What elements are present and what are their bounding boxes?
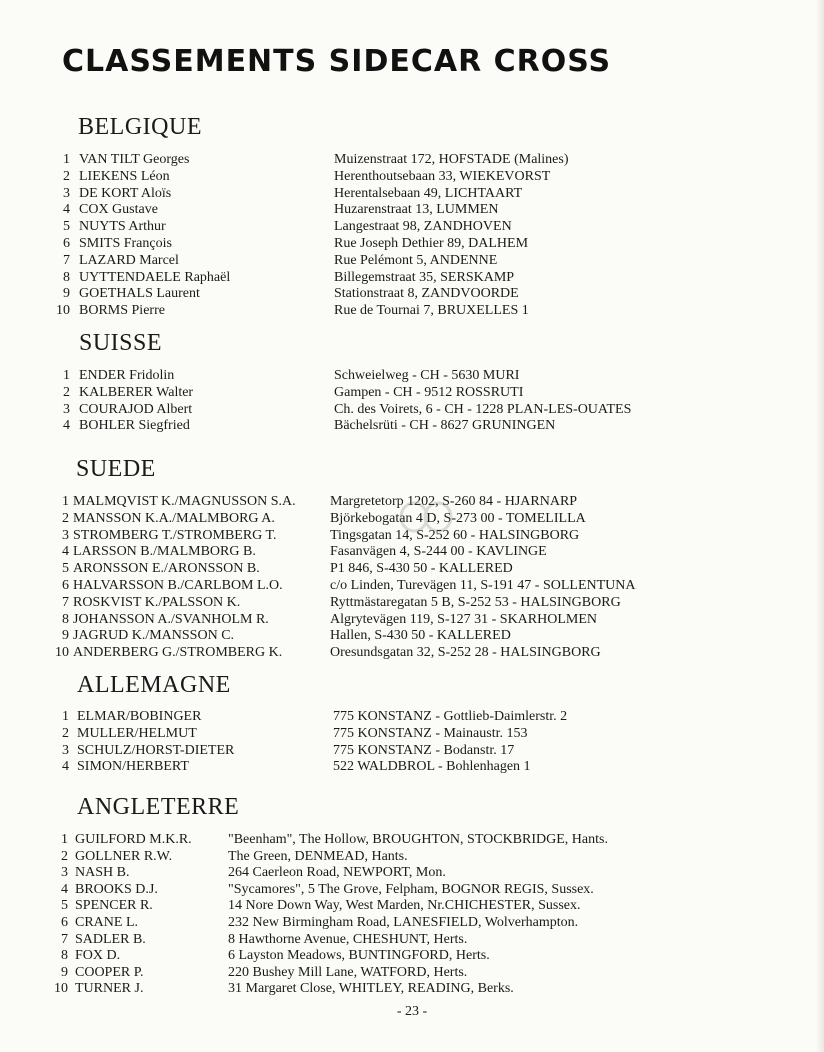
list-item xyxy=(0,561,824,577)
rank-number: 3 xyxy=(62,742,69,758)
competitor-address: 14 Nore Down Way, West Marden, Nr.CHICHESTER, Sussex. xyxy=(228,898,581,914)
list-item xyxy=(0,832,824,848)
competitor-address: Billegemstraat 35, SERSKAMP xyxy=(334,269,515,285)
competitor-address: Stationstraat 8, ZANDVOORDE xyxy=(334,286,519,302)
rank-number: 9 xyxy=(62,628,69,644)
rank-number: 2 xyxy=(63,384,70,400)
rank-number: 6 xyxy=(61,915,68,930)
list-item xyxy=(0,865,824,881)
competitor-name: NUYTS Arthur xyxy=(79,219,166,235)
competitor-name: COX Gustave xyxy=(79,202,158,218)
competitor-name: MANSSON K.A./MALMBORG A. xyxy=(73,510,275,526)
rank-number: 7 xyxy=(63,252,70,268)
list-item xyxy=(0,544,824,560)
competitor-name: MULLER/HELMUT xyxy=(77,725,197,741)
competitor-address: Rue de Tournai 7, BRUXELLES 1 xyxy=(334,303,529,319)
rank-number: 3 xyxy=(63,185,70,201)
competitor-name: FOX D. xyxy=(75,948,121,964)
rank-number: 1 xyxy=(62,494,69,509)
list-item xyxy=(0,385,824,401)
rank-number: 1 xyxy=(61,832,68,847)
list-item xyxy=(0,709,824,725)
competitor-address: 775 KONSTANZ - Mainaustr. 153 xyxy=(333,725,528,741)
rank-number: 2 xyxy=(62,725,69,741)
rank-number: 10 xyxy=(56,303,70,319)
competitor-address: Margretetorp 1202, S-260 84 - HJARNARP xyxy=(330,494,578,509)
competitor-name: JAGRUD K./MANSSON C. xyxy=(73,628,235,644)
competitor-name: COOPER P. xyxy=(75,964,144,980)
competitor-name: BROOKS D.J. xyxy=(75,881,158,897)
competitor-name: LAZARD Marcel xyxy=(79,252,179,268)
competitor-name: ROSKVIST K./PALSSON K. xyxy=(73,594,241,610)
rank-number: 3 xyxy=(62,527,69,543)
competitor-address: Huzarenstraat 13, LUMMEN xyxy=(334,202,499,218)
competitor-address: "Beenham", The Hollow, BROUGHTON, STOCKBRIDGE, Hants. xyxy=(228,832,608,847)
competitor-name: BORMS Pierre xyxy=(79,303,165,319)
list-item xyxy=(0,948,824,964)
section-title: SUISSE xyxy=(79,330,163,356)
competitor-name: GUILFORD M.K.R. xyxy=(75,832,192,847)
list-item xyxy=(0,286,824,302)
competitor-address: Björkebogatan 4 D, S-273 00 - TOMELILLA xyxy=(330,510,586,526)
rank-number: 1 xyxy=(62,709,69,724)
competitor-address: "Sycamores", 5 The Grove, Felpham, BOGNOR REGIS, Sussex. xyxy=(228,881,594,897)
competitor-name: ENDER Fridolin xyxy=(79,368,175,383)
competitor-name: COURAJOD Albert xyxy=(79,401,193,417)
section-title: SUEDE xyxy=(76,456,156,482)
competitor-name: STROMBERG T./STROMBERG T. xyxy=(73,527,277,543)
section-title: ANGLETERRE xyxy=(77,794,240,820)
competitor-name: BOHLER Siegfried xyxy=(79,418,190,434)
list-item xyxy=(0,628,824,644)
competitor-name: HALVARSSON B./CARLBOM L.O. xyxy=(73,578,283,593)
rank-number: 2 xyxy=(62,510,69,526)
competitor-address: 264 Caerleon Road, NEWPORT, Mon. xyxy=(228,865,446,881)
competitor-address: Ryttmästaregatan 5 B, S-252 53 - HALSINGBORG xyxy=(330,594,621,610)
rank-number: 5 xyxy=(61,898,68,914)
rank-number: 4 xyxy=(62,759,69,775)
competitor-address: 31 Margaret Close, WHITLEY, READING, Berks. xyxy=(228,981,514,997)
competitor-name: CRANE L. xyxy=(75,915,138,930)
section-title: ALLEMAGNE xyxy=(77,672,231,698)
list-item xyxy=(0,418,824,434)
list-item xyxy=(0,169,824,185)
list-item xyxy=(0,932,824,948)
rank-number: 8 xyxy=(62,611,69,627)
rank-number: 1 xyxy=(63,368,70,383)
list-item xyxy=(0,219,824,235)
list-item xyxy=(0,981,824,997)
rank-number: 4 xyxy=(61,881,68,897)
competitor-name: SADLER B. xyxy=(75,931,146,947)
rank-number: 3 xyxy=(63,401,70,417)
list-item xyxy=(0,595,824,611)
list-item xyxy=(0,612,824,628)
competitor-address: Rue Joseph Dethier 89, DALHEM xyxy=(334,236,529,251)
list-item xyxy=(0,186,824,202)
list-item xyxy=(0,368,824,384)
competitor-name: ELMAR/BOBINGER xyxy=(77,709,202,724)
competitor-address: Bächelsrüti - CH - 8627 GRUNINGEN xyxy=(334,418,556,434)
list-item xyxy=(0,743,824,759)
page-title: CLASSEMENTS SIDECAR CROSS xyxy=(62,44,612,79)
competitor-address: Algrytevägen 119, S-127 31 - SKARHOLMEN xyxy=(330,611,598,627)
list-item xyxy=(0,236,824,252)
competitor-address: Ch. des Voirets, 6 - CH - 1228 PLAN-LES-OUATES xyxy=(334,401,632,417)
rank-number: 6 xyxy=(63,236,70,251)
competitor-address: Schweielweg - CH - 5630 MURI xyxy=(334,368,520,383)
list-item xyxy=(0,965,824,981)
competitor-name: SPENCER R. xyxy=(75,898,153,914)
rank-number: 4 xyxy=(63,418,70,434)
list-item xyxy=(0,270,824,286)
competitor-address: Tingsgatan 14, S-252 60 - HALSINGBORG xyxy=(330,527,580,543)
competitor-address: 8 Hawthorne Avenue, CHESHUNT, Herts. xyxy=(228,931,468,947)
competitor-address: Oresundsgatan 32, S-252 28 - HALSINGBORG xyxy=(330,645,601,661)
competitor-address: Herenthoutsebaan 33, WIEKEVORST xyxy=(334,168,551,184)
competitor-name: GOLLNER R.W. xyxy=(75,848,173,864)
competitor-address: 6 Layston Meadows, BUNTINGFORD, Herts. xyxy=(228,948,490,964)
competitor-address: c/o Linden, Turevägen 11, S-191 47 - SOLLENTUNA xyxy=(330,578,636,593)
competitor-address: Fasanvägen 4, S-244 00 - KAVLINGE xyxy=(330,544,547,560)
list-item xyxy=(0,303,824,319)
list-item xyxy=(0,898,824,914)
competitor-name: ANDERBERG G./STROMBERG K. xyxy=(73,645,283,661)
competitor-name: GOETHALS Laurent xyxy=(79,286,200,302)
rank-number: 1 xyxy=(63,152,70,167)
competitor-address: Muizenstraat 172, HOFSTADE (Malines) xyxy=(334,152,569,167)
list-item xyxy=(0,202,824,218)
competitor-name: KALBERER Walter xyxy=(79,384,194,400)
rank-number: 3 xyxy=(61,865,68,881)
rank-number: 9 xyxy=(63,286,70,302)
competitor-name: NASH B. xyxy=(75,865,130,881)
competitor-address: Langestraat 98, ZANDHOVEN xyxy=(334,219,512,235)
competitor-address: Rue Pelémont 5, ANDENNE xyxy=(334,252,498,268)
list-item xyxy=(0,152,824,168)
rank-number: 10 xyxy=(54,981,68,997)
competitor-address: Gampen - CH - 9512 ROSSRUTI xyxy=(334,384,524,400)
rank-number: 4 xyxy=(63,202,70,218)
rank-number: 8 xyxy=(61,948,68,964)
rank-number: 9 xyxy=(61,964,68,980)
competitor-name: SMITS François xyxy=(79,236,172,251)
competitor-name: DE KORT Aloïs xyxy=(79,185,172,201)
competitor-name: UYTTENDAELE Raphaël xyxy=(79,269,231,285)
competitor-name: LARSSON B./MALMBORG B. xyxy=(73,544,256,560)
list-item xyxy=(0,849,824,865)
competitor-address: P1 846, S-430 50 - KALLERED xyxy=(330,561,513,577)
competitor-address: 220 Bushey Mill Lane, WATFORD, Herts. xyxy=(228,964,468,980)
watermark-logo-icon xyxy=(398,500,454,534)
competitor-name: LIEKENS Léon xyxy=(79,168,170,184)
list-item xyxy=(0,578,824,594)
competitor-address: Hallen, S-430 50 - KALLERED xyxy=(330,628,511,644)
list-item xyxy=(0,645,824,661)
list-item xyxy=(0,759,824,775)
competitor-address: The Green, DENMEAD, Hants. xyxy=(228,848,408,864)
page-number: - 23 - xyxy=(396,1004,428,1019)
competitor-address: 775 KONSTANZ - Gottlieb-Daimlerstr. 2 xyxy=(333,709,568,724)
competitor-name: VAN TILT Georges xyxy=(79,152,190,167)
competitor-name: JOHANSSON A./SVANHOLM R. xyxy=(73,611,269,627)
competitor-name: SCHULZ/HORST-DIETER xyxy=(77,742,235,758)
competitor-address: Herentalsebaan 49, LICHTAART xyxy=(334,185,523,201)
list-item xyxy=(0,253,824,269)
competitor-name: ARONSSON E./ARONSSON B. xyxy=(73,561,260,577)
competitor-address: 775 KONSTANZ - Bodanstr. 17 xyxy=(333,742,515,758)
rank-number: 10 xyxy=(55,645,69,661)
competitor-name: TURNER J. xyxy=(75,981,144,997)
list-item xyxy=(0,726,824,742)
list-item xyxy=(0,402,824,418)
rank-number: 2 xyxy=(63,168,70,184)
rank-number: 5 xyxy=(63,219,70,235)
rank-number: 5 xyxy=(62,561,69,577)
rank-number: 7 xyxy=(62,594,69,610)
competitor-address: 522 WALDBROL - Bohlenhagen 1 xyxy=(333,759,531,775)
competitor-name: MALMQVIST K./MAGNUSSON S.A. xyxy=(73,494,296,509)
competitor-address: 232 New Birmingham Road, LANESFIELD, Wolverhampton. xyxy=(228,915,579,930)
list-item xyxy=(0,882,824,898)
rank-number: 2 xyxy=(61,848,68,864)
list-item xyxy=(0,915,824,931)
rank-number: 7 xyxy=(61,931,68,947)
rank-number: 8 xyxy=(63,269,70,285)
rank-number: 4 xyxy=(62,544,69,560)
competitor-name: SIMON/HERBERT xyxy=(77,759,189,775)
rank-number: 6 xyxy=(62,578,69,593)
section-title: BELGIQUE xyxy=(78,114,202,140)
